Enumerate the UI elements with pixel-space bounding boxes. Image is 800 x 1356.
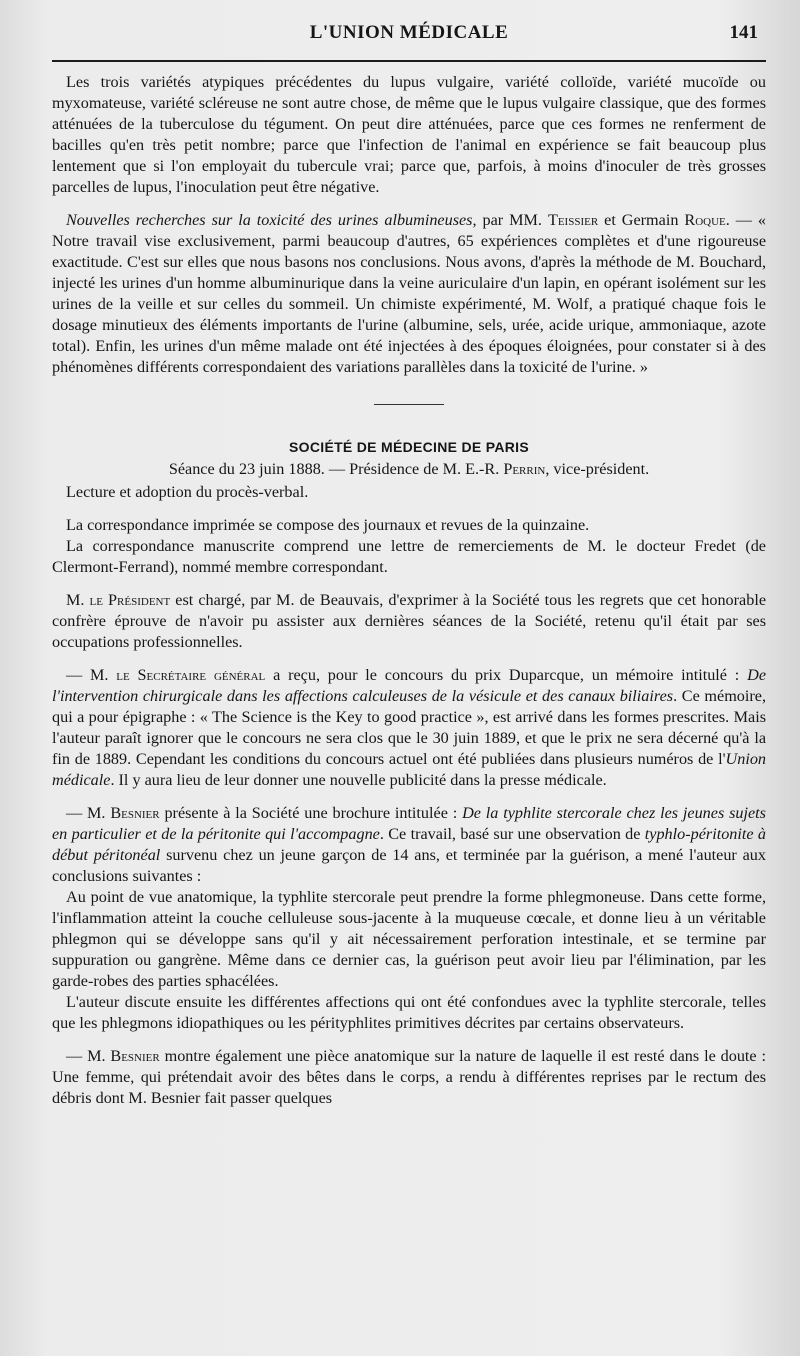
president-body: est chargé, par M. de Beauvais, d'exprimer à la Société tous les regrets que cet honorable confrère éprouve de n'avoir pu assister aux dernières séances de la Société, retenu qu'il était par ses occupations professionnelles.	[52, 591, 767, 651]
besnier-end: survenu chez un jeune garçon de 14 ans, et terminée par la guérison, a mené l'auteur aux conclusions suivantes :	[52, 846, 766, 885]
paragraph-correspondance-imprimee: La correspondance imprimée se compose des journaux et revues de la quinzaine.	[66, 516, 590, 534]
session-text: Séance du 23 juin 1888. — Présidence de M. E.-R.	[168, 460, 504, 478]
paragraph-besnier-piece	[52, 1046, 766, 1109]
paragraph-secretaire	[52, 665, 766, 791]
paragraph-lecture: Lecture et adoption du procès-verbal.	[66, 483, 309, 501]
secretaire-end: . Il y aura lieu de leur donner une nouvelle publicité dans la presse médicale.	[110, 771, 607, 789]
observation-title: typhlo-péritonite à début péritonéal	[52, 825, 766, 864]
journal-name: Union médicale	[52, 750, 766, 789]
text-dash-m: — M.	[66, 804, 111, 822]
president-title: le Président	[89, 591, 171, 609]
paragraph-lupus: Les trois variétés atypiques précédentes du lupus vulgaire, variété colloïde, variété mucoïde ou myxomateuse, variété scléreuse ne sont autre chose, de même que le lupus vulgaire classique, que des formes atténuées de la tuberculose du tégument. On peut dire atténuées, parce que ces formes ne renferment de bacilles qu'en très petit nombre; parce que l'infection de l'animal en expérience se fait beaucoup plus lentement que si l'on employait du tubercule vrai; parce que, parfois, à moins d'inoculer de très grosses parcelles de lupus, l'inoculation peut être négative.	[52, 73, 766, 196]
running-title: L'UNION MÉDICALE	[309, 22, 509, 43]
page-number: 141	[729, 22, 758, 43]
paragraph-president	[52, 590, 766, 653]
session-president: Perrin	[503, 460, 546, 478]
besnier-mid2: . Ce travail, basé sur une observation de	[379, 825, 645, 843]
paragraph-nouvelles-recherches	[52, 210, 766, 378]
besnier-piece-body: montre également une pièce anatomique sur la nature de laquelle il est resté dans le doute : Une femme, qui prétendait avoir des bêtes dans le corps, a rendu à différentes reprises par le rectum des débris dont M. Besnier fait passer quelques	[52, 1047, 766, 1107]
header-rule	[52, 60, 766, 62]
section-separator	[374, 404, 444, 405]
secretaire-body: . Ce mémoire, qui a pour épigraphe : « The Science is the Key to good practice », est arrivé dans les formes prescrites. Mais l'auteur paraît ignorer que le concours ne sera clos que le 30 juin 1889, et que le prix ne sera décerné qu'à la fin de 1889. Cependant les conditions du concours actuel ont été publiées dans plusieurs numéros de l'	[52, 687, 767, 768]
text-dash-m: — M.	[66, 1047, 111, 1065]
text-et: et Germain	[598, 211, 685, 229]
session-role: , vice-président.	[545, 460, 650, 478]
besnier-mid: présente à la Société une brochure intitulée :	[159, 804, 463, 822]
secretaire-title: le Secrétaire général	[116, 666, 266, 684]
session-line	[52, 459, 766, 480]
paragraph-correspondance-manuscrite: La correspondance manuscrite comprend une lettre de remerciements de M. le docteur Fredet (de Clermont-Ferrand), nommé membre correspondant.	[52, 537, 766, 576]
author-teissier: Teissier	[547, 211, 599, 229]
brochure-title: De la typhlite stercorale chez les jeunes sujets en particulier et de la péritonite qui l'accompagne	[52, 804, 766, 843]
text-par: par MM.	[476, 211, 548, 229]
section-title: SOCIÉTÉ DE MÉDECINE DE PARIS	[289, 439, 529, 455]
author-roque: Roque	[684, 211, 726, 229]
text-dash-m: — M.	[66, 666, 117, 684]
secretaire-mid: a reçu, pour le concours du prix Duparcque, un mémoire intitulé :	[265, 666, 748, 684]
memoire-title: De l'intervention chirurgicale dans les affections calculeuses de la vésicule et des canaux biliaires	[52, 666, 766, 705]
text-m: M.	[66, 591, 90, 609]
page-header	[52, 18, 766, 52]
besnier-name: Besnier	[110, 804, 160, 822]
nouvelles-body: . — « Notre travail vise exclusivement, parmi beaucoup d'autres, 65 expériences complètes et d'une rigoureuse exactitude. C'est sur elles que nous basons nos conclusions. Nous avons, d'après la méthode de M. Bouchard, injecté les urines d'un homme albuminurique dans la veine auriculaire d'un lapin, en opérant isolément sur les urines de la veille et sur celles du sommeil. Un chimiste expérimenté, M. Wolf, a pratiqué chaque fois le dosage minutieux des éléments importants de l'urine (albumine, sels, urée, acide urique, ammoniaque, azote total). Enfin, les urines d'un même malade ont été injectées à des époques éloignées, pour constater si à des phénomènes différents correspondaient des variations parallèles dans la toxicité de l'urine. »	[52, 211, 767, 376]
article-title: Nouvelles recherches sur la toxicité des urines albumineuses,	[66, 211, 477, 229]
paragraph-besnier	[52, 803, 766, 887]
besnier-name: Besnier	[110, 1047, 160, 1065]
paragraph-auteur: L'auteur discute ensuite les différentes affections qui ont été confondues avec la typhlite stercorale, telles que les phlegmons idiopathiques ou les pérityphlites primitives décrites par certains observateurs.	[52, 993, 766, 1032]
paragraph-anatomique: Au point de vue anatomique, la typhlite stercorale peut prendre la forme phlegmoneuse. Dans cette forme, l'inflammation atteint la couche celluleuse sous-jacente à la muqueuse cœcale, et donne lieu à un véritable phlegmon qui se développe sans qu'il y ait nécessairement perforation intestinale, et se termine par suppuration ou gangrène. Même dans ce dernier cas, la guérison peut avoir lieu par l'élimination, par les garde-robes des parties sphacélées.	[52, 888, 766, 990]
